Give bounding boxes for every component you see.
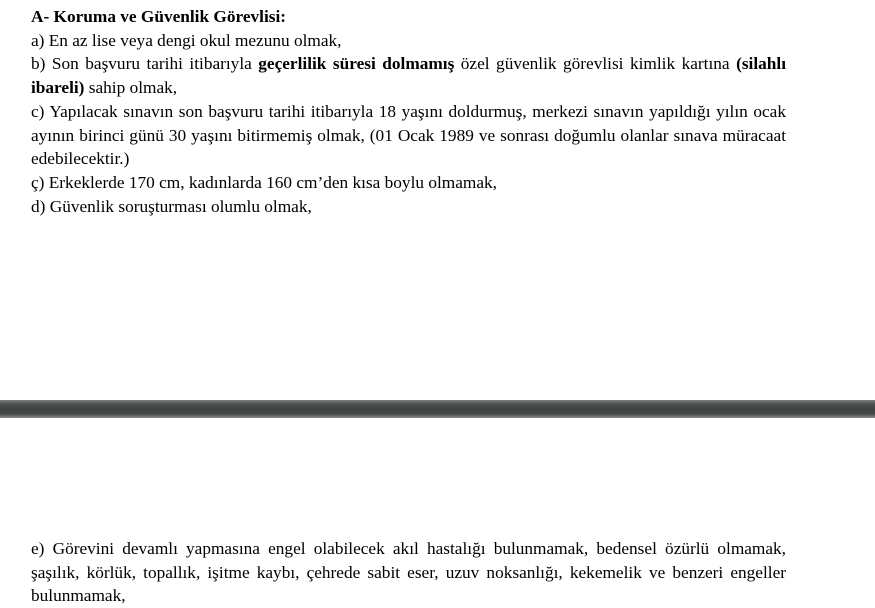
requirement-b-text-end: sahip olmak, <box>84 78 178 98</box>
requirement-a: a) En az lise veya dengi okul mezunu olmak, <box>31 30 342 50</box>
requirement-b-text-start: b) Son başvuru tarihi itibarıyla <box>31 54 259 74</box>
requirement-b-text-middle: özel güvenlik görevlisi kimlik kartına <box>454 54 737 74</box>
requirements-list-part2 <box>31 537 786 608</box>
requirement-d: d) Güvenlik soruşturması olumlu olmak, <box>31 196 312 216</box>
requirement-b-bold-armed: (silahlı ibareli) <box>31 54 786 98</box>
page-separator <box>0 400 875 418</box>
requirement-b <box>31 52 786 99</box>
requirement-c: c) Yapılacak sınavın son başvuru tarihi itibarıyla 18 yaşını doldurmuş, merkezi sınavın yapıldığı yılın ocak ayının birinci günü 30 yaşını bitirmemiş olmak, (01 Ocak 1989 ve sonrası doğumlu olanlar sınava müracaat edebilecektir.) <box>31 101 786 169</box>
requirement-c-cedilla: ç) Erkeklerde 170 cm, kadınlarda 160 cm’den kısa boylu olmamak, <box>31 172 497 192</box>
document-page-bottom <box>0 418 875 606</box>
requirement-b-bold-validity: geçerlilik süresi dolmamış <box>258 54 455 74</box>
requirement-e: e) Görevini devamlı yapmasına engel olabilecek akıl hastalığı bulunmamak, bedensel özürlü olmamak, şaşılık, körlük, topallık, işitme kaybı, çehrede sabit eser, uzuv noksanlığı, kekemelik ve benzeri engeller bulunmamak, <box>31 539 786 606</box>
requirements-list-part1 <box>31 5 786 218</box>
section-heading: A- Koruma ve Güvenlik Görevlisi: <box>31 7 287 26</box>
